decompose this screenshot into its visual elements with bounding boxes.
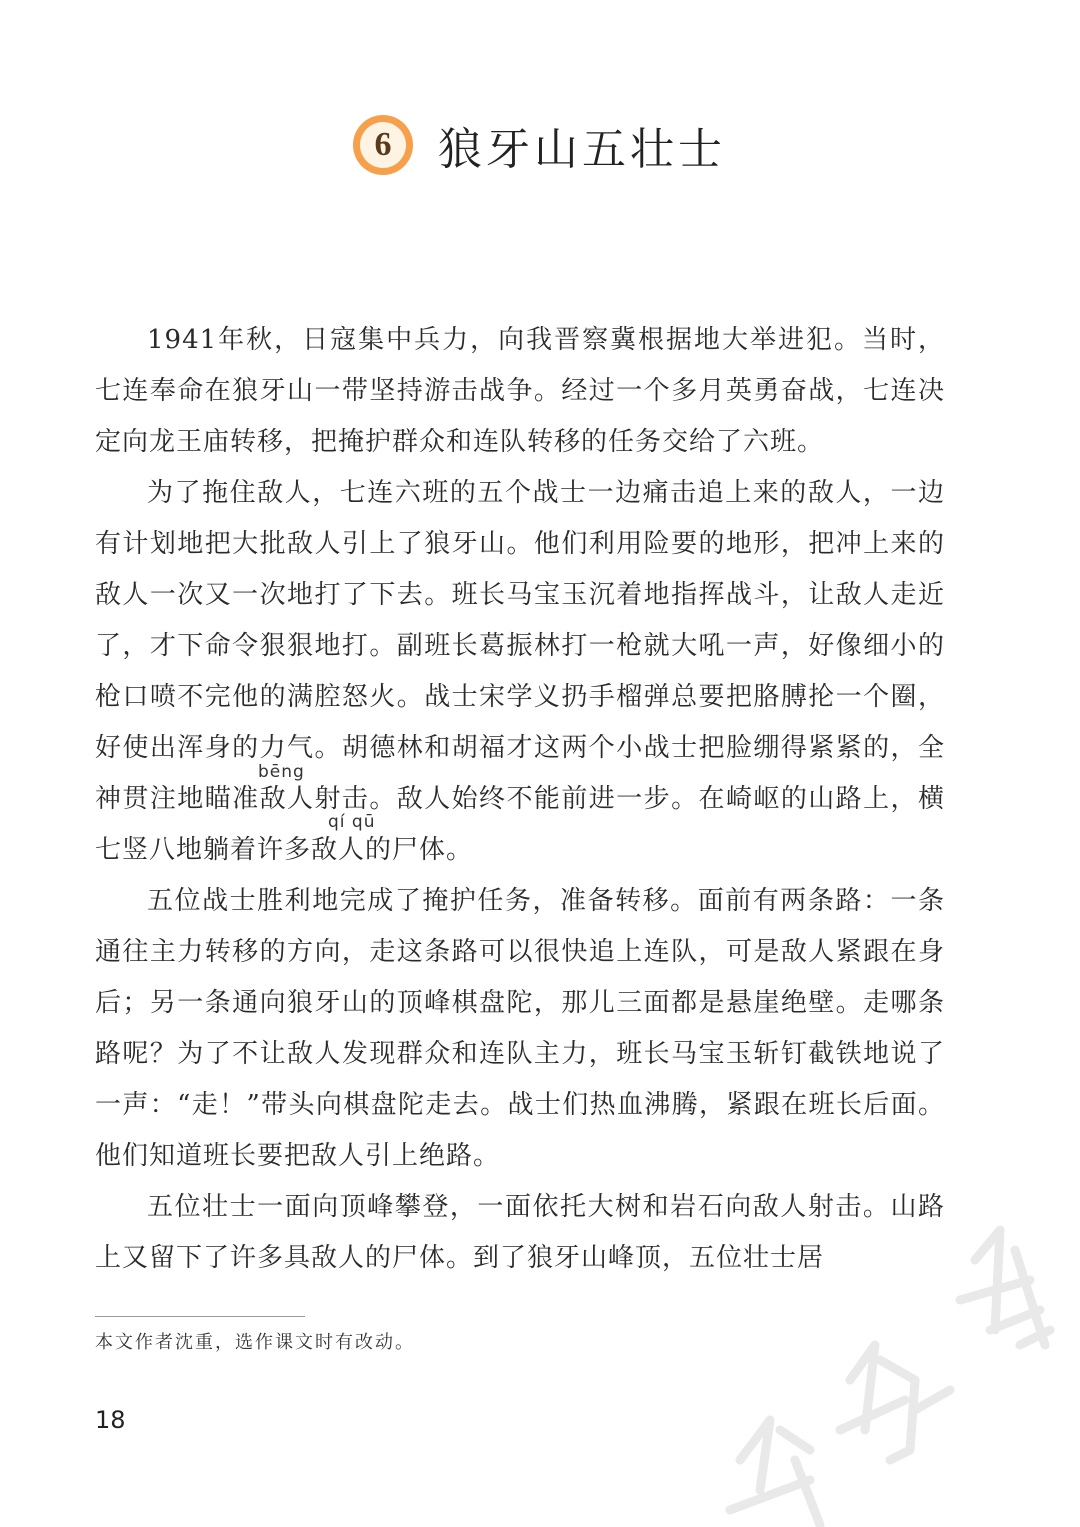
lesson-number-badge: [354, 116, 412, 174]
paragraph-3: 五位战士胜利地完成了掩护任务，准备转移。面前有两条路：一条通往主力转移的方向，走这条路可以很快追上连队，可是敌人紧跟在身后；另一条通向狼牙山的顶峰棋盘陀，那儿三面都是悬崖绝壁。走哪条路呢？为了不让敌人发现群众和连队主力，班长马宝玉斩钉截铁地说了一声：“走！”带头向棋盘陀走去。战士们热血沸腾，紧跟在班长后面。他们知道班长要把敌人引上绝路。: [95, 886, 945, 1171]
paragraph-2: 为了拖住敌人，七连六班的五个战士一边痛击追上来的敌人，一边有计划地把大批敌人引上了狼牙山。他们利用险要的地形，把冲上来的敌人一次又一次地打了下去。班长马宝玉沉着地指挥战斗，让敌人走近了，才下命令狠狠地打。副班长葛振林打一枪就大吼一声，好像细小的枪口喷不完他的满腔怒火。战士宋学义扔手榴弹总要把胳膊抡一个圈，好使出浑身的力气。胡德林和胡福才这两个小战士把脸绷得紧紧的，全神贯注地瞄准敌人射击。敌人始终不能前进一步。在崎岖的山路上，横七竖八地躺着许多敌人的尸体。: [95, 478, 945, 865]
footnote: 本文作者沈重，选作课文时有改动。: [95, 1332, 415, 1353]
article-body: [95, 315, 945, 1284]
page-number: 18: [95, 1406, 126, 1434]
paragraph-1: 1941年秋，日寇集中兵力，向我晋察冀根据地大举进犯。当时，七连奉命在狼牙山一带坚持游击战争。经过一个多月英勇奋战，七连决定向龙王庙转移，把掩护群众和连队转移的任务交给了六班。: [95, 325, 945, 457]
lesson-number: 6: [360, 122, 406, 168]
footnote-divider: [95, 1316, 305, 1317]
pinyin-beng: bēng: [258, 762, 305, 782]
lesson-title: 狼牙山五壮士: [438, 124, 726, 175]
lesson-header: [0, 105, 1080, 185]
pinyin-qiqu: qí qū: [328, 812, 376, 832]
paragraph-4: 五位壮士一面向顶峰攀登，一面依托大树和岩石向敌人射击。山路上又留下了许多具敌人的尸体。到了狼牙山峰顶，五位壮士居: [95, 1192, 945, 1273]
